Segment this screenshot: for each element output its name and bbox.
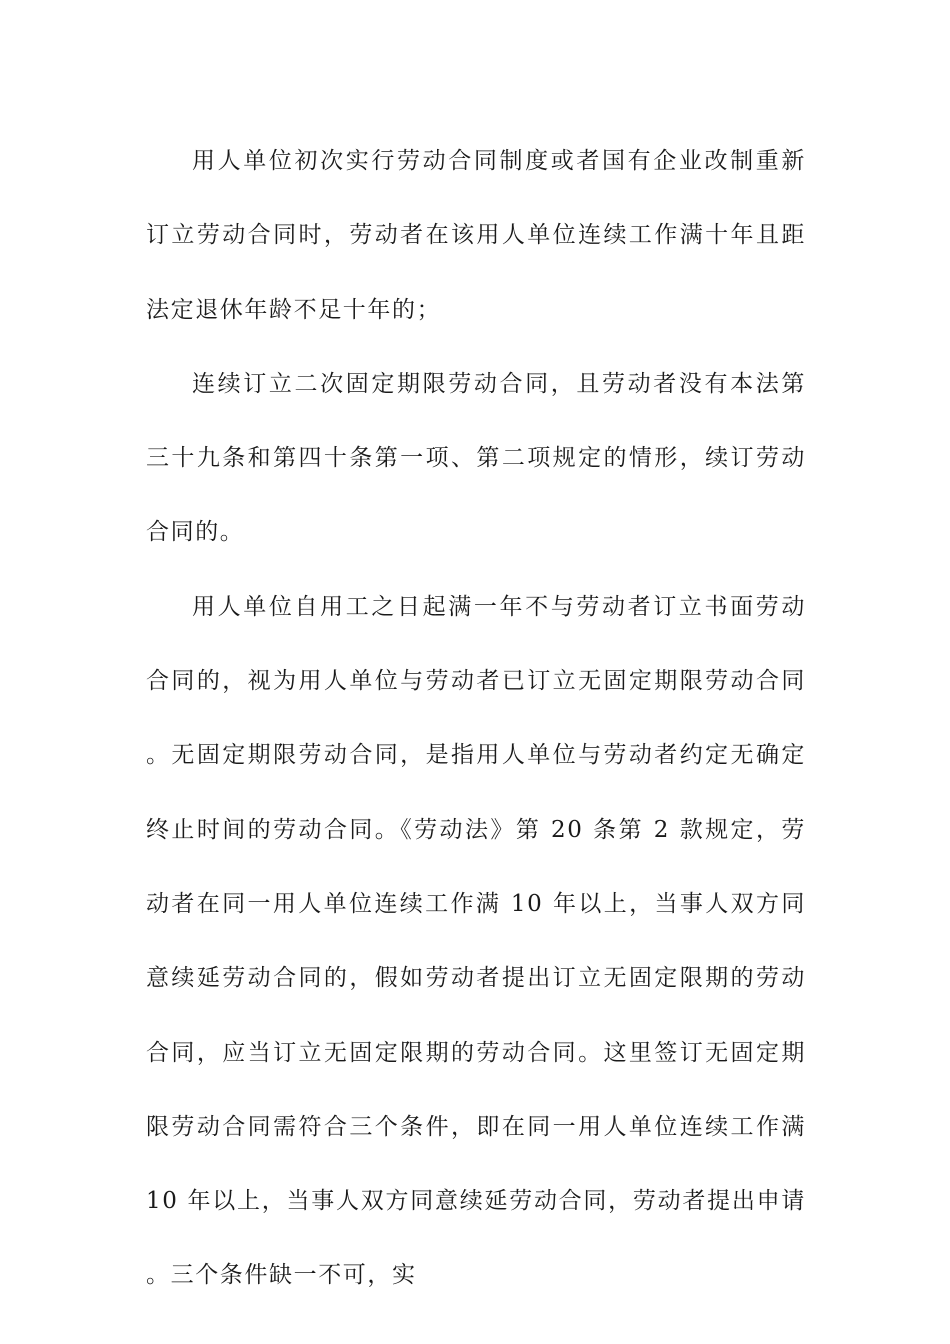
paragraph-2: 连续订立二次固定期限劳动合同，且劳动者没有本法第三十九条和第四十条第一项、第二项规定的情形，续订劳动合同的。 (146, 370, 806, 546)
paragraph-3: 用人单位自用工之日起满一年不与劳动者订立书面劳动合同的，视为用人单位与劳动者已订立无固定期限劳动合同。无固定期限劳动合同，是指用人单位与劳动者约定无确定终止时间的劳动合同。《劳动法》第 20 条第 2 款规定，劳动者在同一用人单位连续工作满 10 年以上，当事人双方同意续延劳动合同的，假如劳动者提出订立无固定限期的劳动合同，应当订立无固定限期的劳动合同。这里签订无固定期限劳动合同需符合三个条件，即在同一用人单位连续工作满 10 年以上，当事人双方同意续延劳动合同，劳动者提出申请。三个条件缺一不可，实 (146, 593, 806, 1289)
paragraph-1: 用人单位初次实行劳动合同制度或者国有企业改制重新订立劳动合同时，劳动者在该用人单位连续工作满十年且距法定退休年龄不足十年的； (146, 148, 806, 323)
document-body (146, 124, 806, 1313)
